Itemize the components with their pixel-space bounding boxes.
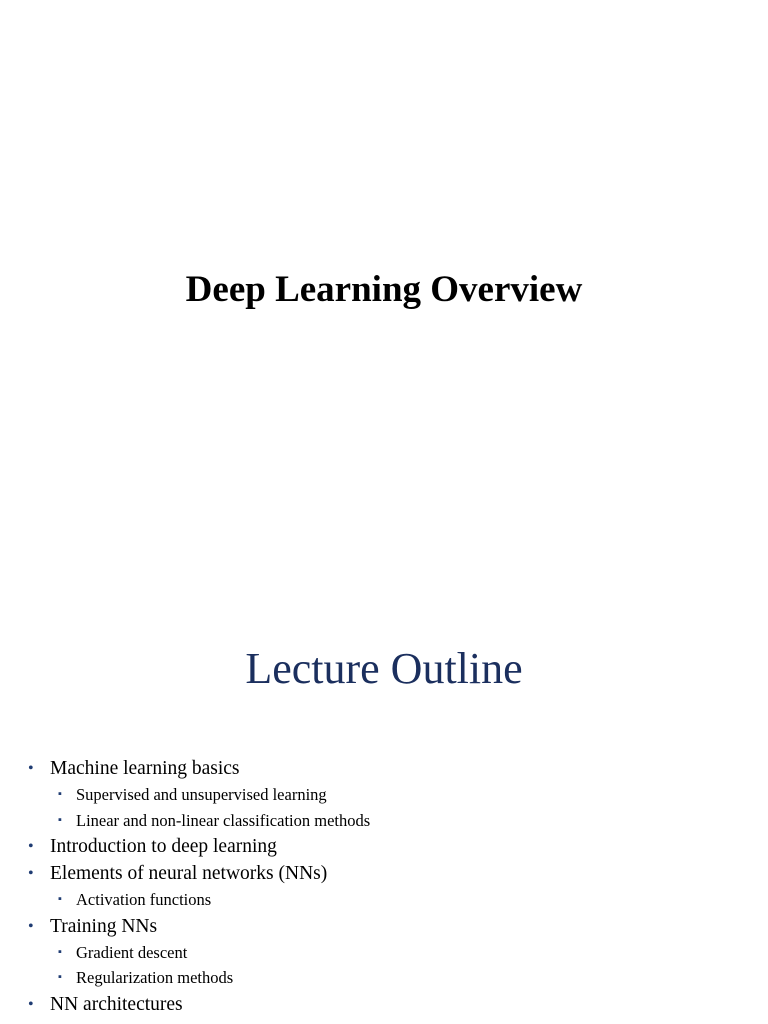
outline-item-text: Machine learning basics xyxy=(50,758,240,779)
bullet-icon: • xyxy=(28,865,34,882)
outline-item-text: Introduction to deep learning xyxy=(50,836,277,857)
outline-item-text: NN architectures xyxy=(50,993,183,1015)
outline-subitem xyxy=(0,808,768,834)
square-bullet-icon: ▪ xyxy=(58,813,62,826)
square-bullet-icon: ▪ xyxy=(58,971,62,983)
outline-subitem xyxy=(0,887,768,913)
bullet-icon: • xyxy=(28,917,34,935)
outline-subitem-text: Activation functions xyxy=(76,890,212,909)
outline-subitem xyxy=(0,782,768,808)
outline-subitem-text: Linear and non-linear classification methods xyxy=(76,810,371,830)
square-bullet-icon: ▪ xyxy=(58,788,62,800)
square-bullet-icon: ▪ xyxy=(58,945,62,958)
outline-item-text: Training NNs xyxy=(50,915,158,937)
outline-item xyxy=(0,991,768,1018)
outline-item xyxy=(0,860,768,887)
bullet-icon: • xyxy=(28,995,34,1013)
outline-item xyxy=(0,833,768,860)
outline-subitem xyxy=(0,965,768,991)
outline-item-text: Elements of neural networks (NNs) xyxy=(50,863,328,884)
outline-subitem xyxy=(0,940,768,966)
bullet-icon: • xyxy=(28,838,34,855)
square-bullet-icon: ▪ xyxy=(58,893,62,905)
bullet-icon: • xyxy=(28,760,34,777)
outline-list xyxy=(0,755,768,1018)
outline-item xyxy=(0,913,768,940)
slide-title: Deep Learning Overview xyxy=(185,269,583,310)
outline-subitem-text: Regularization methods xyxy=(76,968,234,987)
outline-subitem-text: Gradient descent xyxy=(76,942,188,962)
outline-subitem-text: Supervised and unsupervised learning xyxy=(76,785,327,804)
outline-heading: Lecture Outline xyxy=(245,644,523,693)
outline-item xyxy=(0,755,768,782)
